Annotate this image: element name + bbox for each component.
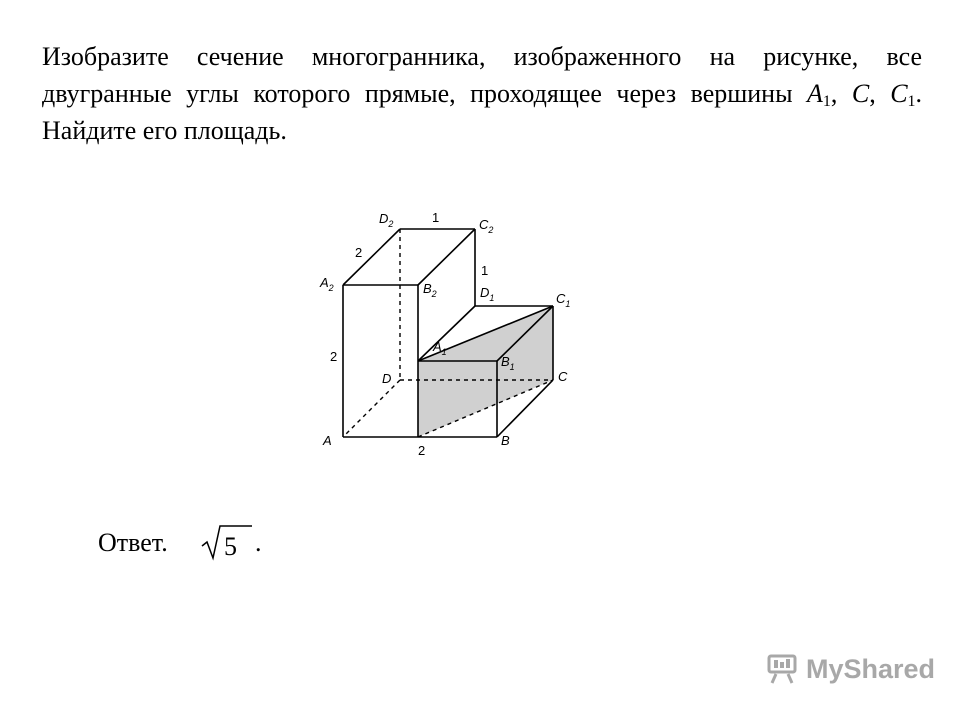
vertex-c1-subscript: 1	[907, 93, 916, 110]
dim-left-height: 2	[330, 349, 338, 364]
label-d1: $D_1$	[480, 285, 495, 303]
answer-label: Ответ.	[98, 528, 168, 557]
answer-sqrt	[200, 522, 260, 562]
presentation-icon	[766, 653, 800, 685]
answer-period: .	[255, 528, 262, 557]
dim-bottom-width: 2	[418, 443, 426, 458]
dim-top-depth: 2	[355, 245, 363, 260]
watermark	[766, 653, 935, 685]
vertex-a1-subscript: 1	[822, 93, 831, 110]
label-d: D	[382, 371, 392, 386]
label-b2: $B_2$	[423, 281, 437, 299]
answer-radicand: 5	[224, 532, 237, 561]
problem-text-part2: . Найдите его площадь.	[42, 79, 923, 145]
label-b1: $B_1$	[501, 354, 515, 372]
vertex-a1-name: A	[807, 79, 823, 108]
dim-top-edge: 1	[432, 210, 440, 225]
label-a1: $A_1$	[433, 339, 447, 357]
separator-2: ,	[869, 79, 891, 108]
separator-1: ,	[830, 79, 852, 108]
problem-text-part1: Изобразите сечение многогранника, изображенного на рисунке, все двугранные углы которого прямые, проходящее через вершины	[42, 42, 922, 108]
label-a: A	[323, 433, 332, 448]
watermark-brand: MyShared	[806, 653, 936, 684]
label-c: C	[558, 369, 568, 384]
dim-right-height: 1	[481, 263, 489, 278]
label-d2: $D_2$	[379, 211, 394, 229]
label-a2: $A_2$	[320, 275, 334, 293]
vertex-c1-name: C	[890, 79, 908, 108]
label-c2: $C_2$	[479, 217, 494, 235]
vertex-c-name: C	[851, 79, 870, 108]
label-c1: $C_1$	[556, 291, 571, 309]
label-b: B	[501, 433, 510, 448]
